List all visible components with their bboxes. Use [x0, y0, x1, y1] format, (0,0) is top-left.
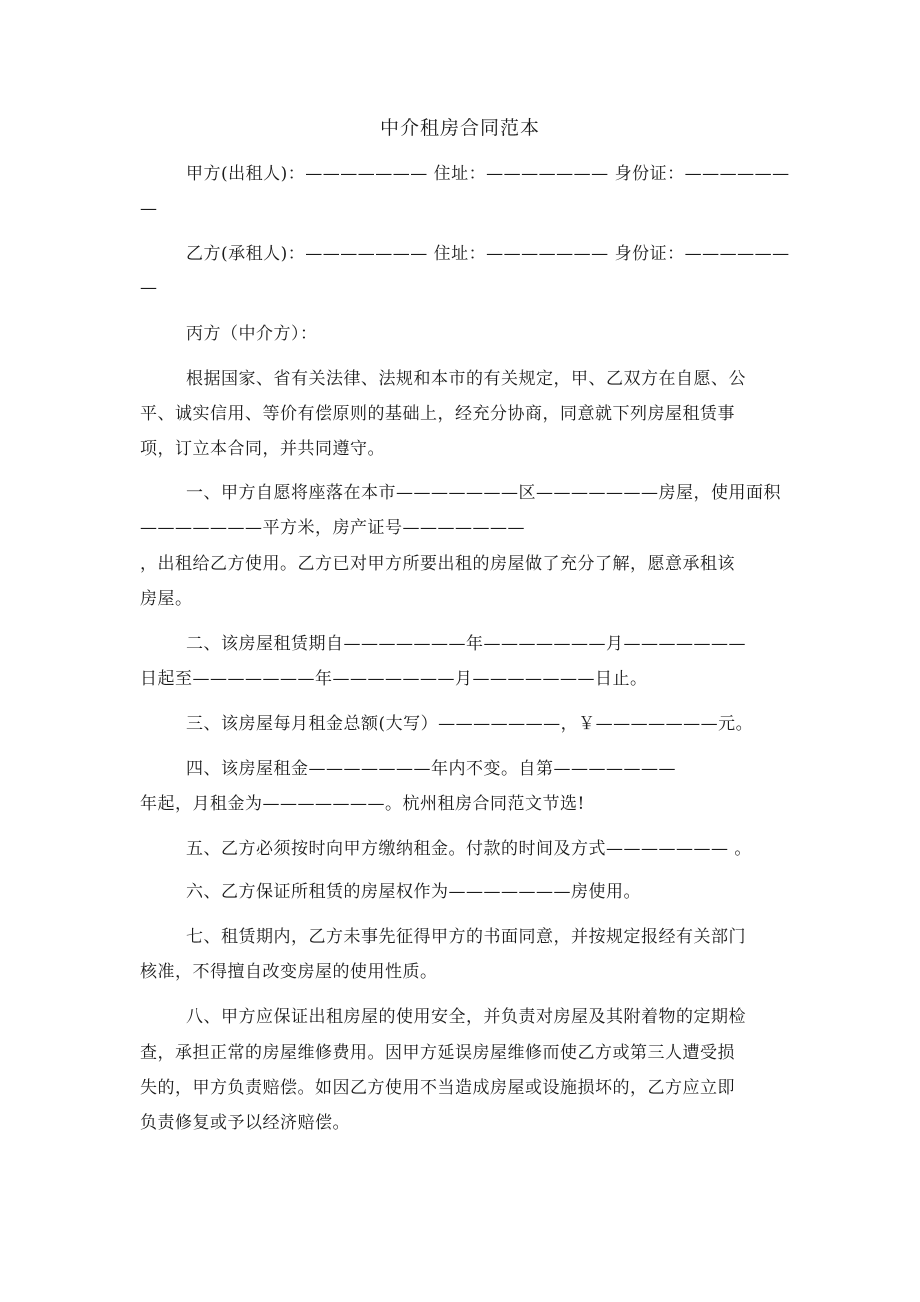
clause-1-line-1: 一、甲方自愿将座落在本市———————区———————房屋，使用面积	[186, 483, 781, 503]
party-b-line: 乙方(承租人)：——————— 住址：——————— 身份证：——————	[186, 244, 790, 264]
clause-4-line-2: 年起，月租金为———————。杭州租房合同范文节选!	[140, 794, 585, 814]
party-a-line-continued: —	[140, 199, 158, 219]
preamble-line-1: 根据国家、省有关法律、法规和本市的有关规定，甲、乙双方在自愿、公	[186, 369, 746, 389]
document-title: 中介租房合同范本	[379, 117, 540, 139]
preamble-line-3: 项，订立本合同，并共同遵守。	[140, 439, 385, 459]
party-a-line: 甲方(出租人)：——————— 住址：——————— 身份证：——————	[186, 164, 790, 184]
clause-7-line-1: 七、租赁期内，乙方未事先征得甲方的书面同意，并按规定报经有关部门	[186, 927, 746, 947]
clause-8-line-3: 失的，甲方负责赔偿。如因乙方使用不当造成房屋或设施损坏的，乙方应立即	[140, 1078, 735, 1098]
clause-2-line-2: 日起至———————年———————月———————日止。	[140, 669, 648, 689]
clause-5-line-1: 五、乙方必须按时向甲方缴纳租金。付款的时间及方式——————— 。	[186, 839, 752, 859]
party-c-line: 丙方（中介方）：	[186, 324, 318, 344]
clause-2-line-1: 二、该房屋租赁期自———————年———————月———————	[186, 634, 746, 654]
clause-1-line-2: ———————平方米，房产证号———————	[140, 518, 525, 538]
clause-7-line-2: 核准，不得擅自改变房屋的使用性质。	[140, 962, 438, 982]
clause-1-line-3: ，出租给乙方使用。乙方已对甲方所要出租的房屋做了充分了解，愿意承租该	[140, 554, 735, 574]
clause-8-line-2: 查，承担正常的房屋维修费用。因甲方延误房屋维修而使乙方或第三人遭受损	[140, 1043, 735, 1063]
party-b-line-continued: —	[140, 278, 158, 298]
preamble-line-2: 平、诚实信用、等价有偿原则的基础上，经充分协商，同意就下列房屋租赁事	[140, 404, 735, 424]
clause-8-line-4: 负责修复或予以经济赔偿。	[140, 1113, 350, 1133]
clause-4-line-1: 四、该房屋租金———————年内不变。自第———————	[186, 759, 676, 779]
clause-6-line-1: 六、乙方保证所租赁的房屋权作为———————房使用。	[186, 882, 641, 902]
clause-1-line-4: 房屋。	[140, 589, 193, 609]
clause-8-line-1: 八、甲方应保证出租房屋的使用安全，并负责对房屋及其附着物的定期检	[186, 1007, 746, 1027]
clause-3-line-1: 三、该房屋每月租金总额(大写）———————，￥———————元。	[186, 714, 754, 734]
